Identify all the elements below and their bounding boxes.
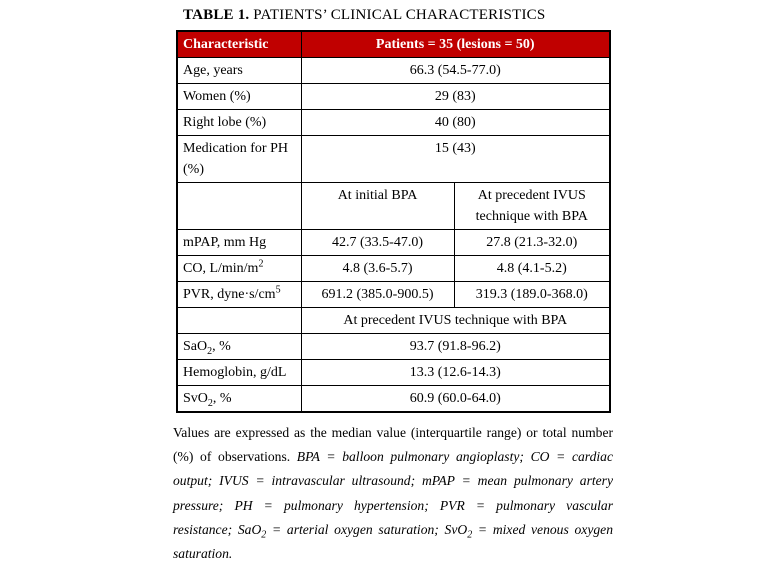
table-row-age [177,58,610,84]
row-value: 66.3 (54.5-77.0) [301,58,610,84]
row-value: 13.3 (12.6-14.3) [301,360,610,386]
row-value-initial: 691.2 (385.0-900.5) [301,282,454,308]
table-header-row [177,31,610,58]
table-title [183,6,612,24]
subheader-precedent-ivus: At precedent IVUS technique with BPA [454,183,610,230]
table-row-svo2 [177,386,610,413]
table-row-hemoglobin [177,360,610,386]
subscript: 2 [261,529,267,541]
row-label: SaO$_2$, % [177,334,301,360]
span-header-precedent-ivus: At precedent IVUS technique with BPA [301,308,610,334]
subscript: 2 [467,529,473,541]
table-row-women [177,84,610,110]
row-value-precedent: 4.8 (4.1-5.2) [454,256,610,282]
superscript: 2 [258,258,264,270]
row-value: 15 (43) [301,136,610,183]
row-value-initial: 42.7 (33.5-47.0) [301,230,454,256]
row-label: mPAP, mm Hg [177,230,301,256]
empty-cell [177,183,301,230]
row-label: Right lobe (%) [177,110,301,136]
table-row-medication [177,136,610,183]
clinical-characteristics-table [176,30,611,413]
row-label: Age, years [177,58,301,84]
row-value: 60.9 (60.0-64.0) [301,386,610,413]
row-value-initial: 4.8 (3.6-5.7) [301,256,454,282]
paper-table-figure [173,6,613,566]
table-number-label: TABLE 1. [183,7,250,23]
subheader-initial-bpa: At initial BPA [301,183,454,230]
row-value: 29 (83) [301,84,610,110]
superscript: 5 [275,284,281,296]
subscript: 2 [207,345,213,357]
subscript: 2 [207,397,213,409]
row-label: Women (%) [177,84,301,110]
footnote-roman-text: Values are expressed as the median value (interquartile range) or total number (%) of observations. [173,425,613,465]
table-subheader-row [177,183,610,230]
row-value: 40 (80) [301,110,610,136]
table-row-co [177,256,610,282]
table-footnote: Values are expressed as the median value (interquartile range) or total number (%) of observations. BPA = balloon pulmonary angioplasty; CO = cardiac output; IVUS = intravascular ultrasound; mPAP = mean pulmonary artery pressure; PH = pulmonary hypertension; PVR = pulmonary vascular resistance; SaO$_2$ = arterial oxygen saturation; SvO$_2$ = mixed venous oxygen saturation. [173,425,613,562]
table-span-header-row [177,308,610,334]
row-label: SvO$_2$, % [177,386,301,413]
row-value: 93.7 (91.8-96.2) [301,334,610,360]
table-row-mpap [177,230,610,256]
row-label: Medication for PH (%) [177,136,301,183]
table-title-text: PATIENTS’ CLINICAL CHARACTERISTICS [249,7,546,23]
table-row-right-lobe [177,110,610,136]
row-label: PVR, $dyne\cdot s/cm^5$ [177,282,301,308]
row-value-precedent: 319.3 (189.0-368.0) [454,282,610,308]
row-label: CO, $L/\min/m^2$ [177,256,301,282]
row-label: Hemoglobin, g/dL [177,360,301,386]
row-value-precedent: 27.8 (21.3-32.0) [454,230,610,256]
footnote-abbreviations: BPA = balloon pulmonary angioplasty; CO = cardiac output; IVUS = intravascular ultrasound; mPAP = mean pulmonary artery pressure; PH = pulmonary hypertension; PVR = pulmonary vascular resistance; SaO [173,449,613,537]
table-row-pvr [177,282,610,308]
header-cell-patients: Patients = 35 (lesions = 50) [301,31,610,58]
empty-cell [177,308,301,334]
table-row-sao2 [177,334,610,360]
header-cell-characteristic: Characteristic [177,31,301,58]
